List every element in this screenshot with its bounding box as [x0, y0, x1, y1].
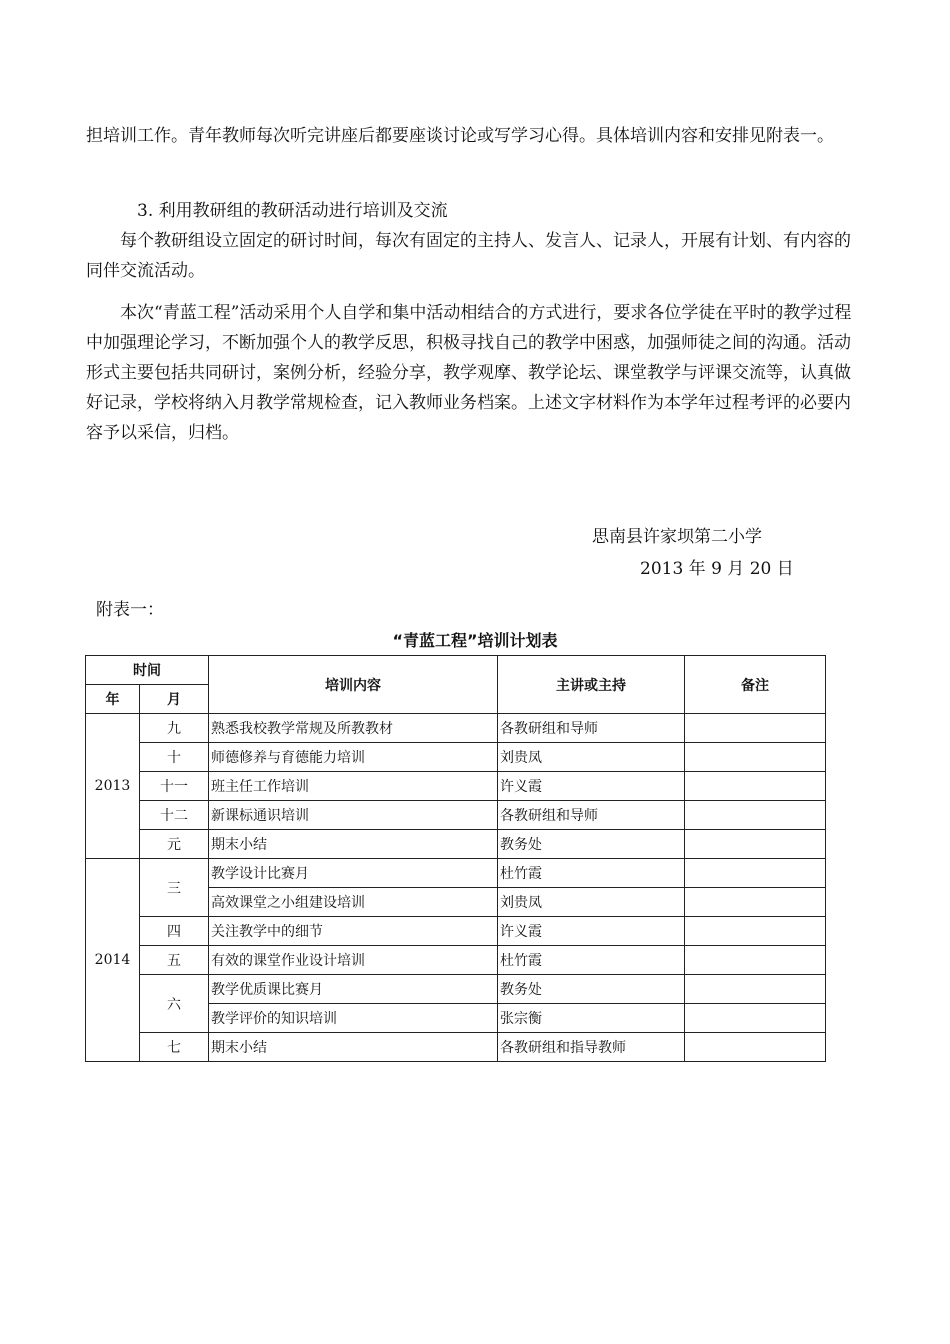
header-month: 月 [140, 685, 209, 714]
content-cell: 关注教学中的细节 [209, 917, 498, 946]
presenter-cell: 各教研组和指导教师 [498, 1033, 685, 1062]
presenter-cell: 各教研组和导师 [498, 801, 685, 830]
note-cell [685, 1004, 826, 1033]
note-cell [685, 714, 826, 743]
month-cell: 九 [140, 714, 209, 743]
note-cell [685, 801, 826, 830]
section-heading-3: 3. 利用教研组的教研活动进行培训及交流 [137, 201, 448, 221]
table-row [86, 714, 826, 743]
content-cell: 教学优质课比赛月 [209, 975, 498, 1004]
table-row [86, 830, 826, 859]
presenter-cell: 张宗衡 [498, 1004, 685, 1033]
note-cell [685, 1033, 826, 1062]
table-row [86, 975, 826, 1004]
note-cell [685, 946, 826, 975]
header-year: 年 [86, 685, 140, 714]
table-row [86, 1033, 826, 1062]
signature-date: 2013 年 9 月 20 日 [640, 559, 794, 579]
content-cell: 教学设计比赛月 [209, 859, 498, 888]
presenter-cell: 各教研组和导师 [498, 714, 685, 743]
presenter-cell: 杜竹霞 [498, 859, 685, 888]
training-plan-table [85, 655, 826, 1062]
content-cell: 师德修养与育德能力培训 [209, 743, 498, 772]
signature-school: 思南县许家坝第二小学 [592, 527, 762, 547]
content-cell: 新课标通识培训 [209, 801, 498, 830]
content-cell: 高效课堂之小组建设培训 [209, 888, 498, 917]
note-cell [685, 743, 826, 772]
paragraph-continuation: 担培训工作。青年教师每次听完讲座后都要座谈讨论或写学习心得。具体培训内容和安排见附表一。 [86, 126, 834, 146]
appendix-label: 附表一： [96, 600, 164, 620]
content-cell: 班主任工作培训 [209, 772, 498, 801]
presenter-cell: 刘贵凤 [498, 888, 685, 917]
month-cell: 元 [140, 830, 209, 859]
month-cell: 六 [140, 975, 209, 1033]
presenter-cell: 教务处 [498, 830, 685, 859]
header-note: 备注 [685, 656, 826, 714]
presenter-cell: 教务处 [498, 975, 685, 1004]
content-cell: 熟悉我校教学常规及所教教材 [209, 714, 498, 743]
presenter-cell: 许义霞 [498, 917, 685, 946]
table-row [86, 859, 826, 888]
content-cell: 有效的课堂作业设计培训 [209, 946, 498, 975]
note-cell [685, 975, 826, 1004]
header-time: 时间 [86, 656, 209, 685]
content-cell: 期末小结 [209, 830, 498, 859]
content-cell: 期末小结 [209, 1033, 498, 1062]
month-cell: 十二 [140, 801, 209, 830]
note-cell [685, 830, 826, 859]
month-cell: 七 [140, 1033, 209, 1062]
table-row [86, 743, 826, 772]
table-row [86, 946, 826, 975]
month-cell: 十 [140, 743, 209, 772]
note-cell [685, 772, 826, 801]
paragraph-activity: 本次“青蓝工程”活动采用个人自学和集中活动相结合的方式进行，要求各位学徒在平时的教学过程中加强理论学习，不断加强个人的教学反思，积极寻找自己的教学中困惑，加强师徒之间的沟通。活动形式主要包括共同研讨，案例分析，经验分享，教学观摩、教学论坛、课堂教学与评课交流等，认真做好记录，学校将纳入月教学常规检查，记入教师业务档案。上述文字材料作为本学年过程考评的必要内容予以采信，归档。 [86, 303, 852, 443]
month-cell: 十一 [140, 772, 209, 801]
note-cell [685, 917, 826, 946]
month-cell: 五 [140, 946, 209, 975]
note-cell [685, 859, 826, 888]
year-cell: 2013 [86, 714, 140, 859]
header-presenter: 主讲或主持 [498, 656, 685, 714]
presenter-cell: 许义霞 [498, 772, 685, 801]
table-row [86, 801, 826, 830]
table-row [86, 917, 826, 946]
year-cell: 2014 [86, 859, 140, 1062]
paragraph-exchange: 每个教研组设立固定的研讨时间，每次有固定的主持人、发言人、记录人，开展有计划、有内容的同伴交流活动。 [86, 231, 851, 281]
table-title: “青蓝工程”培训计划表 [392, 631, 558, 650]
month-cell: 四 [140, 917, 209, 946]
note-cell [685, 888, 826, 917]
content-cell: 教学评价的知识培训 [209, 1004, 498, 1033]
month-cell: 三 [140, 859, 209, 917]
header-content: 培训内容 [209, 656, 498, 714]
presenter-cell: 刘贵凤 [498, 743, 685, 772]
presenter-cell: 杜竹霞 [498, 946, 685, 975]
table-row [86, 772, 826, 801]
